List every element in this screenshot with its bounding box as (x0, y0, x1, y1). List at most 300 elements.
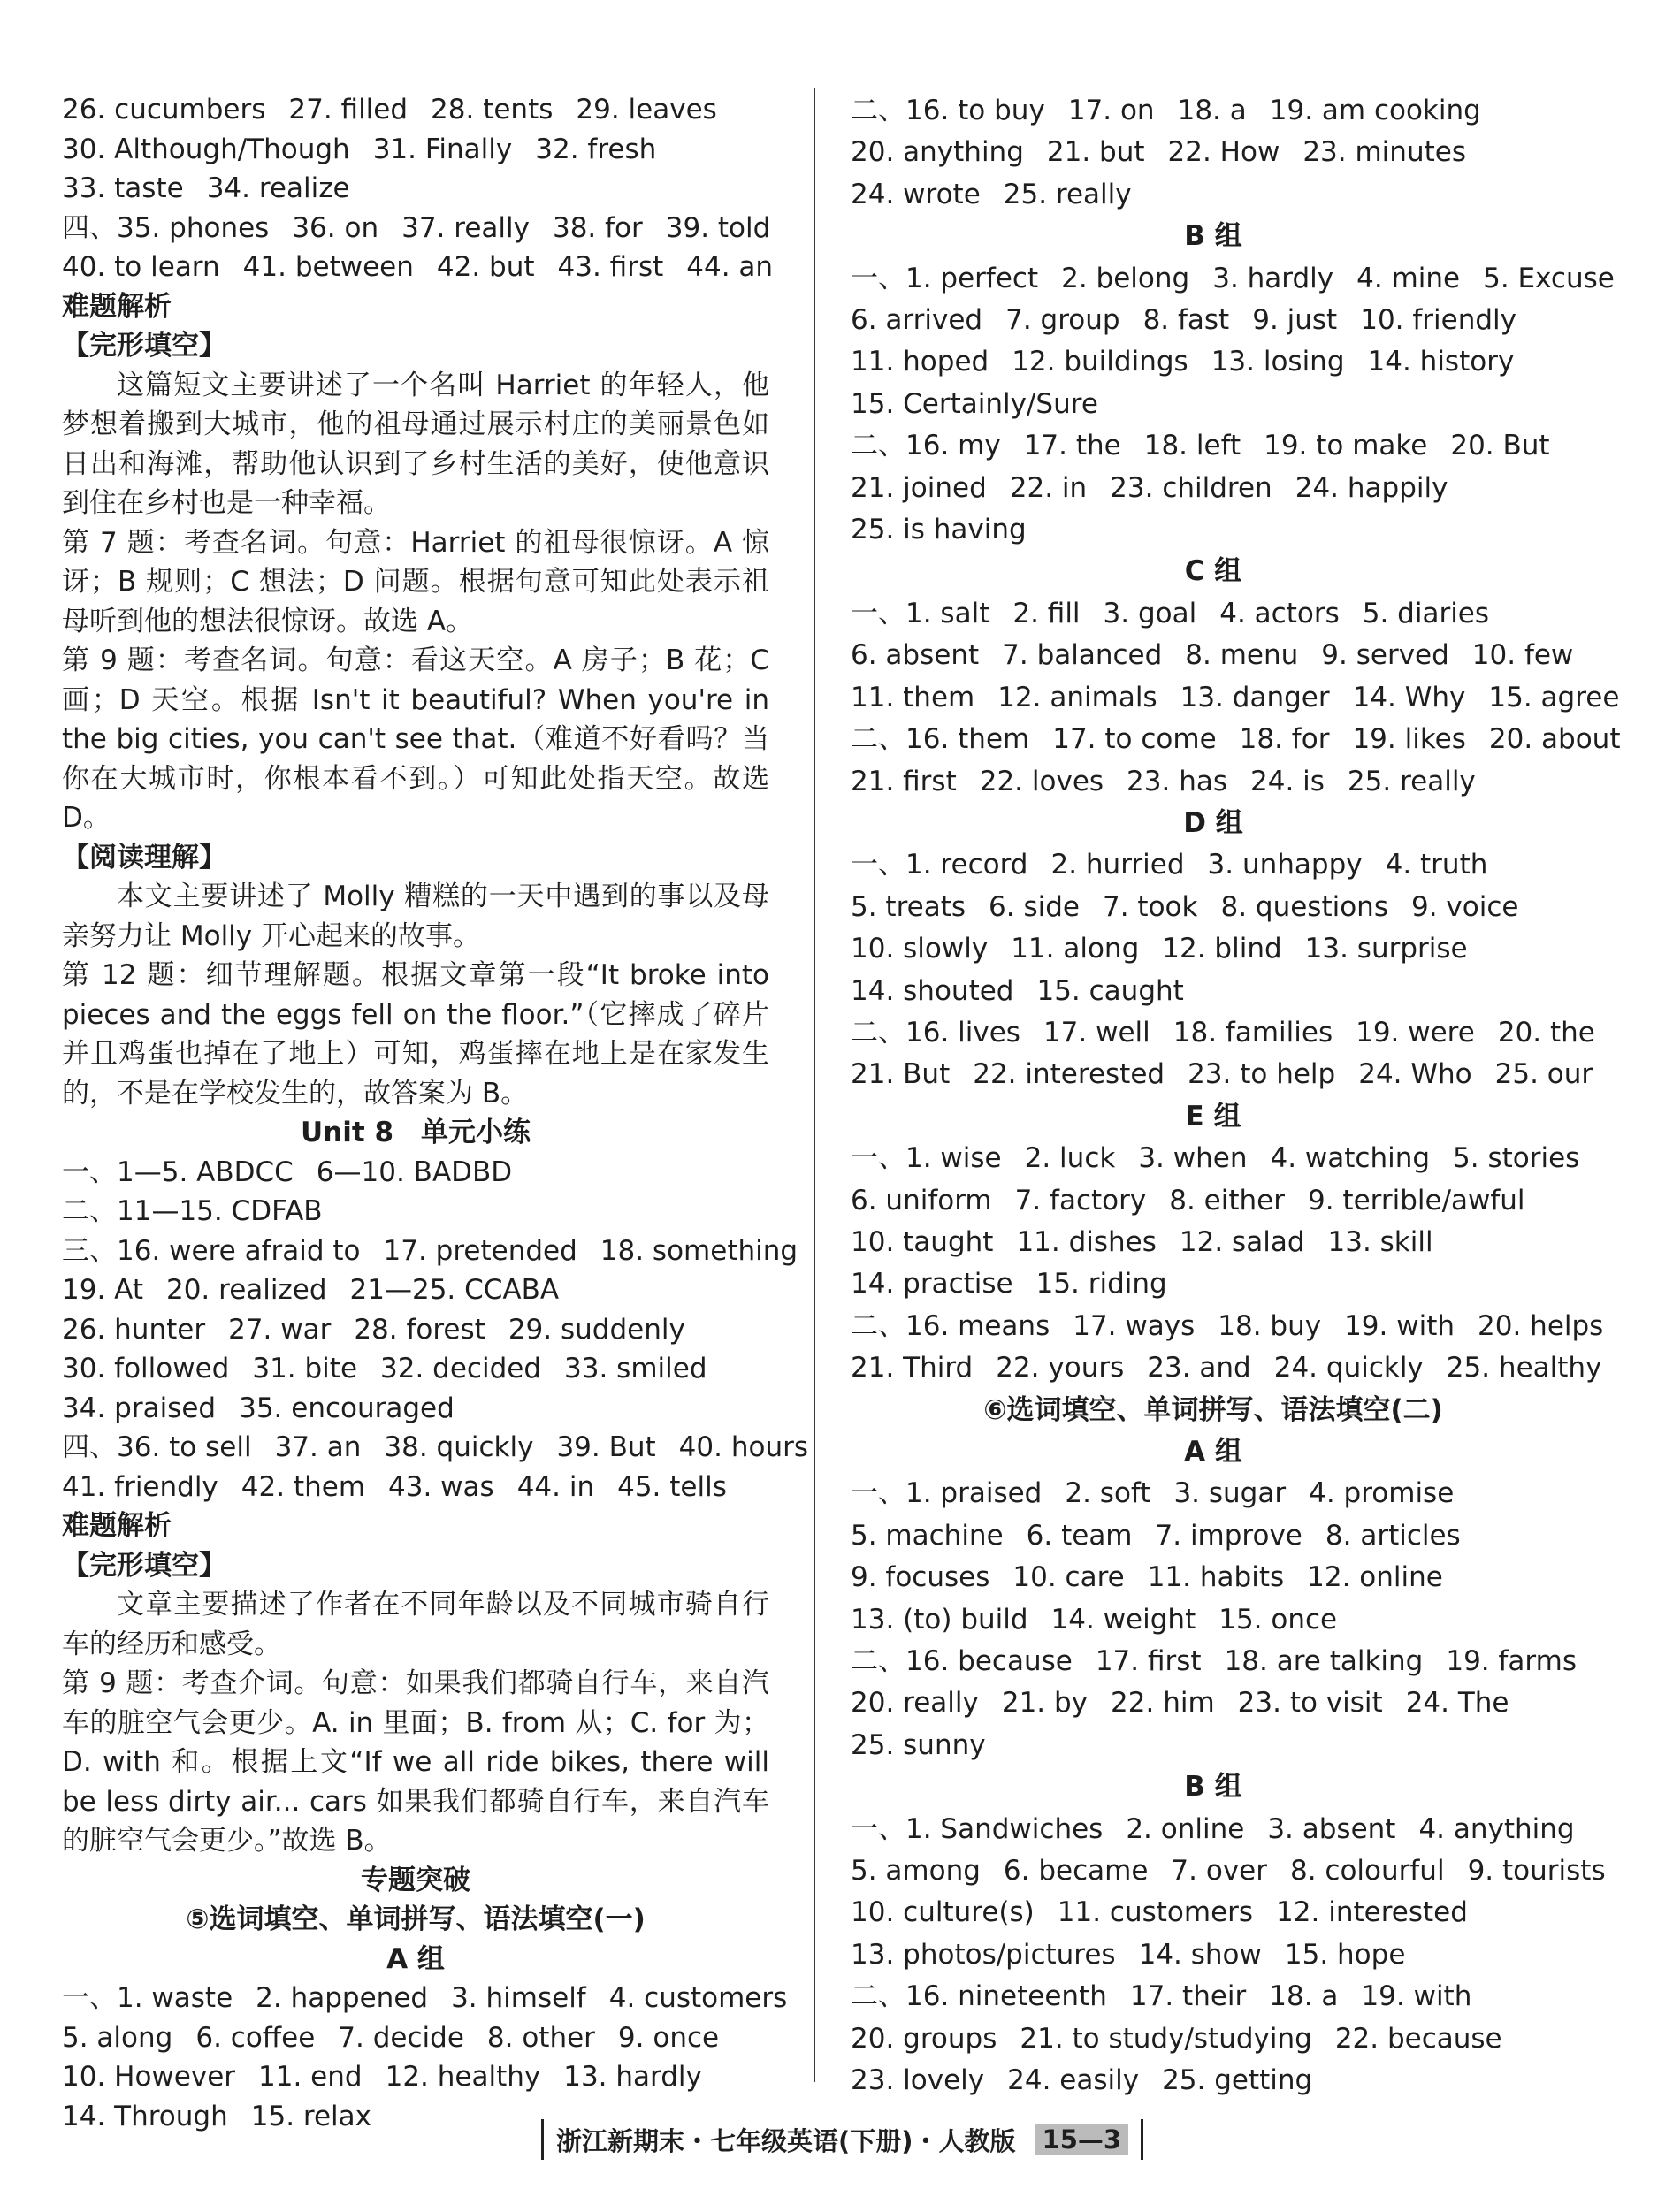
answer-item: 21. but (1046, 136, 1145, 169)
answer-item: 二、16. them (851, 723, 1030, 756)
answer-item: 二、16. my (851, 430, 1001, 462)
answer-item: 一、1—5. ABDCC (62, 1156, 294, 1188)
answer-line (62, 1310, 769, 1350)
answer-item: 21. joined (851, 471, 987, 504)
answer-item: 11. dishes (1016, 1225, 1157, 1258)
answer-line (851, 1599, 1576, 1641)
answer-item: 13. photos/pictures (851, 1938, 1116, 1971)
page-footer (541, 2119, 1143, 2160)
answer-item: 18. families (1173, 1016, 1333, 1049)
answer-item: 29. leaves (576, 94, 717, 126)
answer-item: 24. The (1405, 1687, 1509, 1720)
answer-item: 23. has (1127, 765, 1227, 797)
answer-line (851, 1934, 1576, 1976)
answer-item: 12. salad (1179, 1225, 1305, 1258)
unit8-title: Unit 8 单元小练 (300, 1117, 531, 1148)
answer-line (62, 248, 774, 287)
answer-line (62, 1153, 769, 1193)
answer-line (851, 509, 1576, 551)
answer-item: 23. children (1110, 471, 1272, 504)
answer-item: 4. mine (1356, 262, 1461, 294)
answer-line (851, 761, 1576, 803)
answer-item: 5. among (851, 1855, 981, 1888)
answer-item: 17. on (1067, 95, 1155, 126)
answer-item: 27. war (228, 1313, 332, 1346)
answer-item: 13. losing (1211, 346, 1345, 378)
answer-item: 17. well (1043, 1016, 1150, 1049)
answer-item: 18. for (1239, 723, 1330, 756)
answer-line (851, 1347, 1602, 1389)
answer-line (851, 1641, 1576, 1682)
answer-item: 21. first (851, 765, 957, 797)
answer-line (62, 209, 769, 248)
answer-item: 39. But (556, 1431, 656, 1463)
answer-item: 9. served (1321, 639, 1449, 672)
answer-item: 13. (to) build (851, 1603, 1028, 1636)
answer-item: 28. tents (431, 94, 554, 126)
answer-item: 18. a (1269, 1980, 1339, 2013)
page-number: 15—3 (1035, 2124, 1129, 2155)
answer-item: 3. when (1138, 1142, 1248, 1175)
answer-item: 12. online (1307, 1561, 1443, 1594)
answer-item: 7. balanced (1002, 639, 1163, 672)
answer-item: 24. is (1250, 765, 1325, 797)
answer-line (62, 1192, 769, 1232)
reading-summary: 本文主要讲述了 Molly 糟糕的一天中遇到的事以及母亲努力让 Molly 开心起来的故事。 (62, 881, 769, 952)
answer-item: 一、1. waste (62, 1982, 233, 2014)
answer-item: 6—10. BADBD (316, 1156, 513, 1188)
answer-item: 2. hurried (1050, 849, 1185, 881)
answer-item: 33. taste (62, 172, 184, 204)
group-a-title: A 组 (1184, 1436, 1242, 1468)
answer-line (851, 258, 1615, 300)
answer-item: 24. easily (1007, 2064, 1140, 2097)
answer-item: 20. helps (1478, 1309, 1604, 1342)
answer-line (851, 1557, 1576, 1598)
answer-item: 25. our (1494, 1058, 1593, 1091)
answer-item: 13. hardly (563, 2061, 702, 2093)
reading-q12-explanation: 第 12 题：细节理解题。根据文章第一段“It broke into pieces and the eggs fell on the floor.”（它摔成了碎片并且鸡蛋也掉在了地上）可知，鸡蛋摔在地上是在家发生的，不是在学校发生的，故答案为 B。 (62, 959, 769, 1110)
answer-item: 二、16. to buy (851, 95, 1045, 126)
answer-item: 34. praised (62, 1392, 217, 1424)
group-b-title: B 组 (1184, 1771, 1242, 1804)
answer-line (62, 1468, 769, 1507)
cloze-q9-explanation: 第 9 题：考查介词。句意：如果我们都骑自行车，来自汽车的脏空气会更少。A. in 里面；B. from 从；C. for 为；D. with 和。根据上文“If we all ride bikes, there will be less dirty air... cars 如果我们都骑自行车，来自汽车的脏空气会更少。”故选 B。 (62, 1667, 769, 1857)
answer-line (851, 1682, 1576, 1724)
answer-item: 3. sugar (1173, 1477, 1287, 1510)
answer-item: 12. buildings (1012, 346, 1188, 378)
answer-item: 四、35. phones (62, 211, 270, 244)
answer-item: 24. quickly (1273, 1352, 1424, 1384)
answer-line (851, 677, 1620, 719)
answer-item: 28. forest (354, 1313, 485, 1346)
answer-item: 6. absent (851, 639, 980, 672)
answer-item: 23. minutes (1302, 136, 1466, 169)
answer-item: 25. getting (1162, 2064, 1313, 2097)
answer-item: 5. diaries (1362, 597, 1490, 629)
answer-line (851, 1809, 1576, 1850)
cloze-heading: 【完形填空】 (62, 1549, 226, 1582)
answer-item: 23. lovely (851, 2064, 985, 2097)
answer-line (851, 2060, 1576, 2101)
answer-item: 21. Third (851, 1352, 974, 1384)
answer-item: 9. voice (1410, 890, 1519, 923)
answer-item: 10. friendly (1360, 304, 1517, 337)
answer-item: 5. stories (1453, 1142, 1580, 1175)
answer-item: 11. customers (1057, 1896, 1254, 1929)
answer-line (851, 1180, 1576, 1222)
answer-item: 18. left (1143, 430, 1241, 462)
answer-item: 40. to learn (62, 251, 220, 283)
answer-item: 21—25. CCABA (349, 1274, 560, 1306)
answer-item: 31. Finally (372, 133, 513, 165)
answer-item: 34. realize (206, 172, 350, 204)
answer-line (851, 719, 1621, 760)
answer-item: 4. promise (1309, 1477, 1455, 1510)
section5-title: ⑤选词填空、单词拼写、语法填空(一) (186, 1903, 646, 1935)
answer-line (851, 593, 1576, 635)
answer-item: 10. However (62, 2061, 236, 2093)
cloze-q9-explanation: 第 9 题：考查名词。句意：看这天空。A 房子；B 花；C 画；D 天空。根据 Isn't it beautiful? When you're in the big cities, you can't see that.（难道不好看吗？当你在大城市时，你根本看不到。）可知此处指天空。故选 D。 (62, 645, 769, 834)
answer-item: 二、11—15. CDFAB (62, 1195, 323, 1227)
answer-item: 一、1. praised (851, 1477, 1043, 1510)
answer-line (851, 425, 1576, 467)
answer-item: 32. fresh (535, 133, 657, 165)
answer-item: 14. history (1367, 346, 1515, 378)
answer-item: 12. healthy (385, 2061, 541, 2093)
answer-item: 2. fill (1012, 597, 1081, 629)
answer-item: 11. them (851, 681, 975, 713)
answer-item: 19. likes (1352, 723, 1466, 756)
answer-item: 5. treats (851, 890, 966, 923)
answer-item: 2. luck (1024, 1142, 1116, 1175)
answer-line (851, 132, 1576, 173)
answer-item: 2. online (1126, 1812, 1245, 1845)
answer-line (851, 1892, 1576, 1934)
answer-line (851, 1222, 1576, 1263)
answer-item: 20. But (1450, 430, 1550, 462)
answer-item: 8. questions (1220, 890, 1388, 923)
answer-item: 42. but (436, 251, 535, 283)
answer-item: 23. to help (1188, 1058, 1336, 1091)
answer-item: 31. bite (252, 1353, 358, 1384)
answer-line (851, 341, 1576, 383)
left-column (62, 90, 808, 2136)
answer-item: 9. once (617, 2021, 720, 2054)
answer-item: 19. At (62, 1274, 143, 1306)
answer-item: 一、1. Sandwiches (851, 1812, 1104, 1845)
answer-item: 17. pretended (383, 1234, 577, 1267)
answer-item: 44. in (516, 1470, 595, 1503)
answer-line (851, 928, 1576, 970)
answer-item: 19. with (1344, 1309, 1455, 1342)
answer-item: 21. to study/studying (1020, 2022, 1312, 2055)
answer-item: 20. anything (851, 136, 1024, 169)
answer-item: 10. few (1471, 639, 1574, 672)
answer-item: 18. a (1177, 95, 1247, 126)
answer-item: 10. taught (851, 1225, 994, 1258)
answer-line (851, 1263, 1576, 1305)
answer-item: 17. the (1023, 430, 1121, 462)
difficult-analysis-heading: 难题解析 (62, 1510, 172, 1542)
answer-item: 19. with (1361, 1980, 1472, 2013)
answer-line (851, 384, 1576, 425)
answer-item: 20. really (851, 1687, 979, 1720)
group-d-title: D 组 (1183, 806, 1243, 839)
answer-item: 11. hoped (851, 346, 989, 378)
answer-item: 38. for (552, 211, 643, 244)
answer-item: 21. But (851, 1058, 951, 1091)
answer-item: 17. their (1129, 1980, 1247, 2013)
answer-item: 9. tourists (1467, 1855, 1606, 1888)
answer-line (62, 90, 769, 130)
answer-item: 二、16. nineteenth (851, 1980, 1107, 2013)
group-e-title: E 组 (1185, 1100, 1241, 1133)
answer-item: 6. became (1003, 1855, 1149, 1888)
answer-item: 4. anything (1418, 1812, 1575, 1845)
answer-item: 22. loves (979, 765, 1104, 797)
answer-item: 12. animals (997, 681, 1157, 713)
answer-item: 19. were (1356, 1016, 1475, 1049)
answer-item: 7. decide (338, 2021, 464, 2054)
answer-line (851, 1725, 1576, 1766)
answer-item: 19. am cooking (1269, 95, 1481, 126)
answer-item: 二、16. because (851, 1645, 1073, 1678)
answer-line (62, 2018, 769, 2058)
answer-item: 22. yours (996, 1352, 1125, 1384)
answer-item: 二、16. means (851, 1309, 1050, 1342)
answer-item: 25. is having (851, 514, 1027, 546)
answer-item: 17. to come (1052, 723, 1217, 756)
answer-item: 7. factory (1014, 1184, 1147, 1217)
answer-item: 15. Certainly/Sure (851, 387, 1098, 420)
cloze-summary: 这篇短文主要讲述了一个名叫 Harriet 的年轻人，他梦想着搬到大城市，他的祖母通过展示村庄的美丽景色如日出和海滩，帮助他认识到了乡村生活的美好，使他意识到住在乡村也是一种幸福。 (62, 369, 769, 519)
answer-item: 37. an (274, 1431, 362, 1463)
answer-item: 17. ways (1073, 1309, 1196, 1342)
answer-item: 一、1. perfect (851, 262, 1039, 294)
answer-item: 13. surprise (1304, 933, 1468, 965)
answer-item: 25. really (1347, 765, 1476, 797)
answer-item: 18. buy (1218, 1309, 1322, 1342)
answer-item: 12. blind (1162, 933, 1282, 965)
answer-line (851, 844, 1576, 886)
answer-item: 30. followed (62, 1353, 230, 1384)
answer-item: 10. culture(s) (851, 1896, 1035, 1929)
answer-item: 8. other (486, 2021, 595, 2054)
answer-line (851, 1306, 1604, 1347)
right-column (851, 90, 1621, 2102)
answer-line (62, 2057, 769, 2097)
answer-line (851, 2018, 1576, 2060)
answer-item: 6. coffee (195, 2021, 316, 2054)
answer-item: 45. tells (617, 1470, 727, 1503)
answer-item: 11. along (1011, 933, 1140, 965)
answer-line (62, 130, 769, 170)
group-c-title: C 组 (1184, 555, 1242, 588)
answer-item: 6. side (989, 890, 1080, 923)
section6-title: ⑥选词填空、单词拼写、语法填空(二) (983, 1393, 1443, 1426)
answer-item: 39. told (665, 211, 771, 244)
answer-item: 7. over (1171, 1855, 1267, 1888)
book-title: 浙江新期末・七年级英语(下册)・人教版 (556, 2125, 1016, 2156)
answer-line (851, 1515, 1576, 1557)
answer-item: 41. friendly (62, 1470, 218, 1503)
answer-item: 40. hours (678, 1431, 808, 1463)
answer-item: 15. agree (1488, 681, 1620, 713)
answer-item: 3. himself (451, 1982, 586, 2014)
answer-item: 41. between (242, 251, 414, 283)
answer-item: 20. the (1497, 1016, 1595, 1049)
answer-item: 9. terrible/awful (1307, 1184, 1525, 1217)
answer-item: 15. relax (250, 2100, 371, 2132)
group-b-title: B 组 (1184, 220, 1242, 253)
answer-item: 17. first (1095, 1645, 1202, 1678)
answer-item: 5. along (62, 2021, 173, 2054)
answer-item: 8. fast (1142, 304, 1230, 337)
answer-line (851, 1473, 1576, 1514)
answer-item: 26. hunter (62, 1313, 206, 1346)
answer-item: 一、1. salt (851, 597, 990, 629)
answer-item: 8. colourful (1289, 1855, 1445, 1888)
answer-item: 43. first (557, 251, 664, 283)
answer-item: 三、16. were afraid to (62, 1234, 361, 1267)
answer-item: 36. on (292, 211, 379, 244)
difficult-analysis-heading: 难题解析 (62, 290, 172, 323)
answer-item: 7. improve (1155, 1519, 1302, 1552)
answer-item: 14. show (1138, 1938, 1262, 1971)
answer-item: 四、36. to sell (62, 1431, 252, 1463)
answer-item: 42. them (241, 1470, 366, 1503)
answer-item: 14. weight (1050, 1603, 1196, 1636)
answer-item: 30. Although/Though (62, 133, 350, 165)
answer-item: 25. sunny (851, 1728, 986, 1761)
answer-item: 24. happily (1295, 471, 1448, 504)
group-a-title: A 组 (386, 1942, 445, 1975)
answer-item: 33. smiled (564, 1353, 707, 1384)
answer-item: 21. by (1001, 1687, 1089, 1720)
answer-item: 2. belong (1061, 262, 1190, 294)
answer-item: 5. Excuse (1483, 262, 1615, 294)
answer-item: 12. interested (1276, 1896, 1468, 1929)
answer-item: 25. really (1003, 178, 1132, 210)
answer-item: 24. Who (1358, 1058, 1472, 1091)
answer-item: 23. to visit (1237, 1687, 1383, 1720)
answer-item: 32. decided (380, 1353, 542, 1384)
answer-item: 3. hardly (1212, 262, 1334, 294)
answer-item: 22. him (1111, 1687, 1215, 1720)
answer-item: 24. wrote (851, 178, 981, 210)
answer-item: 14. Why (1352, 681, 1466, 713)
answer-item: 11. end (258, 2061, 363, 2093)
answer-line (62, 169, 769, 209)
answer-item: 27. filled (288, 94, 409, 126)
cloze-summary: 文章主要描述了作者在不同年龄以及不同城市骑自行车的经历和感受。 (62, 1589, 769, 1660)
answer-item: 22. How (1167, 136, 1280, 169)
answer-item: 5. machine (851, 1519, 1004, 1552)
answer-item: 43. was (388, 1470, 494, 1503)
answer-line (851, 1138, 1580, 1179)
answer-item: 15. caught (1036, 974, 1184, 1007)
answer-line (851, 1054, 1593, 1095)
answer-item: 13. skill (1327, 1225, 1433, 1258)
answer-item: 15. riding (1035, 1268, 1167, 1301)
answer-item: 14. practise (851, 1268, 1013, 1301)
answer-line (851, 1976, 1576, 2017)
answer-line (62, 1349, 769, 1389)
answer-item: 9. focuses (851, 1561, 990, 1594)
answer-item: 14. Through (62, 2100, 228, 2132)
answer-item: 6. uniform (851, 1184, 992, 1217)
answer-line (851, 300, 1576, 341)
answer-item: 6. team (1026, 1519, 1133, 1552)
answer-line (851, 90, 1576, 132)
answer-item: 20. groups (851, 2022, 997, 2055)
answer-item: 6. arrived (851, 304, 983, 337)
answer-item: 9. just (1252, 304, 1338, 337)
answer-line (62, 1428, 808, 1468)
answer-line (851, 1850, 1606, 1892)
answer-line (851, 174, 1576, 216)
answer-item: 26. cucumbers (62, 94, 266, 126)
answer-item: 38. quickly (384, 1431, 534, 1463)
answer-item: 18. are talking (1224, 1645, 1424, 1678)
answer-item: 4. actors (1219, 597, 1340, 629)
answer-item: 2. soft (1065, 1477, 1151, 1510)
answer-line (851, 1012, 1595, 1054)
answer-item: 2. happened (256, 1982, 429, 2014)
answer-item: 22. interested (973, 1058, 1165, 1091)
answer-item: 22. because (1334, 2022, 1502, 2055)
answer-item: 二、16. lives (851, 1016, 1020, 1049)
answer-line (851, 468, 1576, 509)
answer-item: 3. goal (1103, 597, 1197, 629)
answer-item: 19. farms (1446, 1645, 1577, 1678)
column-divider (814, 88, 815, 2082)
answer-item: 3. absent (1267, 1812, 1396, 1845)
answer-item: 3. unhappy (1207, 849, 1363, 881)
answer-item: 20. realized (165, 1274, 327, 1306)
answer-item: 一、1. record (851, 849, 1028, 881)
answer-item: 7. group (1005, 304, 1120, 337)
answer-item: 35. encouraged (239, 1392, 455, 1424)
reading-heading: 【阅读理解】 (62, 841, 226, 873)
topic-breakthrough-title: 专题突破 (361, 1864, 470, 1896)
answer-item: 19. to make (1264, 430, 1428, 462)
answer-item: 22. in (1009, 471, 1088, 504)
answer-line (62, 1389, 769, 1429)
answer-item: 10. care (1012, 1561, 1125, 1594)
answer-item: 23. and (1147, 1352, 1251, 1384)
answer-item: 25. healthy (1446, 1352, 1602, 1384)
answer-line (62, 1232, 798, 1271)
answer-item: 44. an (686, 251, 774, 283)
answer-item: 8. either (1169, 1184, 1285, 1217)
answer-line (62, 1979, 788, 2018)
answer-line (851, 635, 1576, 676)
answer-item: 37. really (401, 211, 530, 244)
answer-item: 20. about (1488, 723, 1621, 756)
answer-item: 15. once (1218, 1603, 1338, 1636)
answer-item: 4. watching (1270, 1142, 1431, 1175)
answer-item: 4. customers (608, 1982, 788, 2014)
answer-item: 8. articles (1325, 1519, 1461, 1552)
cloze-q7-explanation: 第 7 题：考查名词。句意：Harriet 的祖母很惊讶。A 惊讶；B 规则；C 想法；D 问题。根据句意可知此处表示祖母听到他的想法很惊讶。故选 A。 (62, 526, 769, 637)
answer-item: 8. menu (1185, 639, 1299, 672)
answer-line (851, 971, 1576, 1012)
cloze-heading: 【完形填空】 (62, 330, 226, 362)
answer-item: 11. habits (1147, 1561, 1285, 1594)
answer-item: 18. something (600, 1234, 798, 1267)
